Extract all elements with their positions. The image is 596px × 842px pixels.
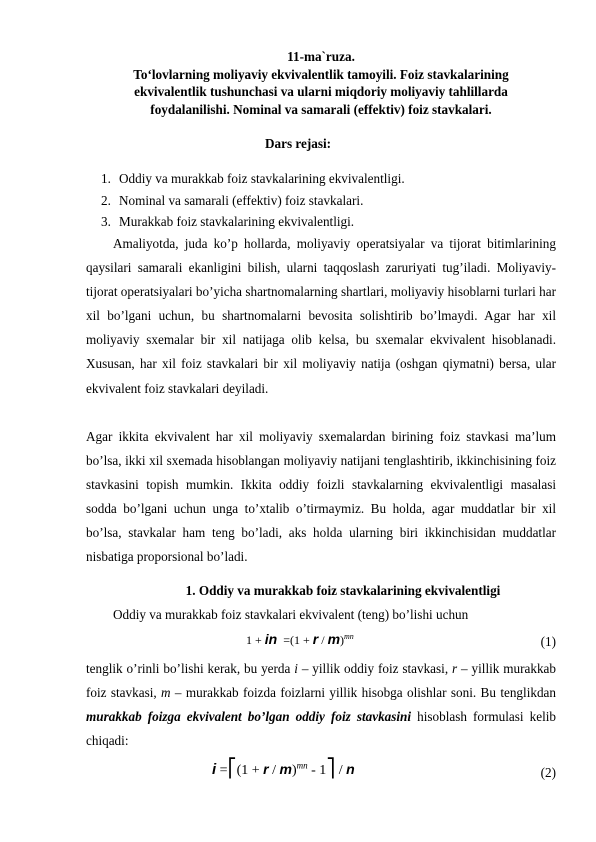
paragraph-2 — [86, 425, 556, 570]
plan-item-number: 1. — [101, 171, 111, 186]
section-1-title: 1. Oddiy va murakkab foiz stavkalarining ekvivalentligi — [185, 583, 501, 598]
paragraph-4-text: – yillik murakkab foiz stavkasi, — [86, 661, 556, 701]
paragraph-4 — [86, 657, 556, 753]
lecture-number: 11-ma`ruza. — [287, 49, 355, 64]
equation-2: i =⎡(1 + r / m)$^{mn}$ - 1⎤ / n — [212, 758, 355, 778]
plan-list — [101, 168, 405, 233]
plan-item — [101, 211, 405, 233]
var-r: r — [452, 661, 458, 676]
equation-1-number: (1) — [540, 634, 556, 649]
plan-item-number: 2. — [101, 192, 111, 208]
lecture-title-line-2: ekvivalentlik tushunchasi va ularni miqdoriy moliyaviy tahlillarda — [134, 84, 508, 99]
paragraph-1-text: Amaliyotda, juda ko’p hollarda, moliyaviy operatsiyalar va tijorat bitimlarining qaysilari samarali ekanligini bilish, ularni taqqoslash zaruriyati tug’iladi. Moliyaviy-tijorat operatsiyalari bo’yicha shartnomalarning shartlari, moliyaviy hisoblarni turlari har xil bo’lgani uchun, bu shartnomalarni bevosita solishtirib bo’lmaydi. Agar har xil moliyaviy sxemalar bir xil natijaga olib kelsa, bu sxemalar ekvivalent hisoblanadi. Xususan, har xil foiz stavkalari bir xil moliyaviy natija (oshgan qiymatni) bersa, ular ekvivalent foiz stavkalari deyiladi. — [86, 236, 556, 396]
equation-2-number: (2) — [540, 765, 556, 780]
plan-item — [101, 190, 405, 212]
plan-item-number: 3. — [101, 214, 111, 230]
var-i: i — [294, 661, 298, 676]
paragraph-4-text: tenglik o’rinli bo’lishi kerak, bu yerda — [86, 661, 295, 676]
paragraph-1 — [86, 232, 556, 401]
plan-item — [101, 168, 405, 190]
lecture-heading — [86, 48, 556, 118]
plan-item-text: Oddiy va murakkab foiz stavkalarining ekvivalentligi. — [119, 171, 405, 186]
lecture-title-line-3: foydalanilishi. Nominal va samarali (effektiv) foiz stavkalari. — [150, 101, 492, 117]
var-m: m — [161, 685, 171, 701]
paragraph-3 — [86, 603, 556, 627]
paragraph-4-text: – yillik oddiy foiz stavkasi, — [297, 661, 453, 676]
paragraph-2-text: Agar ikkita ekvivalent har xil moliyaviy sxemalardan birining foiz stavkasi ma’lum bo’lsa, ikki xil sxemada hisoblangan moliyaviy natijani tenglashtirib, ikkinchisining foiz stavkasini topish mumkin. Ikkita oddiy foizli stavkalarning ekvivalentligi masalasi sodda bo’lgani uchun unga to’xtalib o’tirmaymiz. Bu holda, agar muddatlar bir xil bo’lsa, stavkalar ham teng bo’ladi, aks holda ularning biri ikkinchisidan muddatlar nisbatiga proporsional bo’ladi. — [86, 429, 556, 565]
plan-item-text: Murakkab foiz stavkalarining ekvivalentligi. — [119, 214, 355, 230]
paragraph-3-text: Oddiy va murakkab foiz stavkalari ekvivalent (teng) bo’lishi uchun — [113, 607, 469, 622]
lecture-title-line-1: To‘lovlarning moliyaviy ekvivalentlik tamoyili. Foiz stavkalarining — [133, 66, 509, 82]
plan-item-text: Nominal va samarali (effektiv) foiz stavkalari. — [119, 192, 364, 208]
equation-1: 1 + in $=(1 + r / m)^{mn}$ — [246, 631, 354, 647]
paragraph-4-text: hisoblash formulasi kelib chiqadi: — [86, 709, 556, 749]
plan-title: Dars rejasi: — [264, 136, 332, 151]
paragraph-4-text: – murakkab foizda foizlarni yillik hisobga olishlar soni. Bu tenglikdan — [170, 685, 556, 701]
paragraph-4-emphasis: murakkab foizga ekvivalent bo’lgan oddiy foiz stavkasini — [86, 709, 412, 725]
